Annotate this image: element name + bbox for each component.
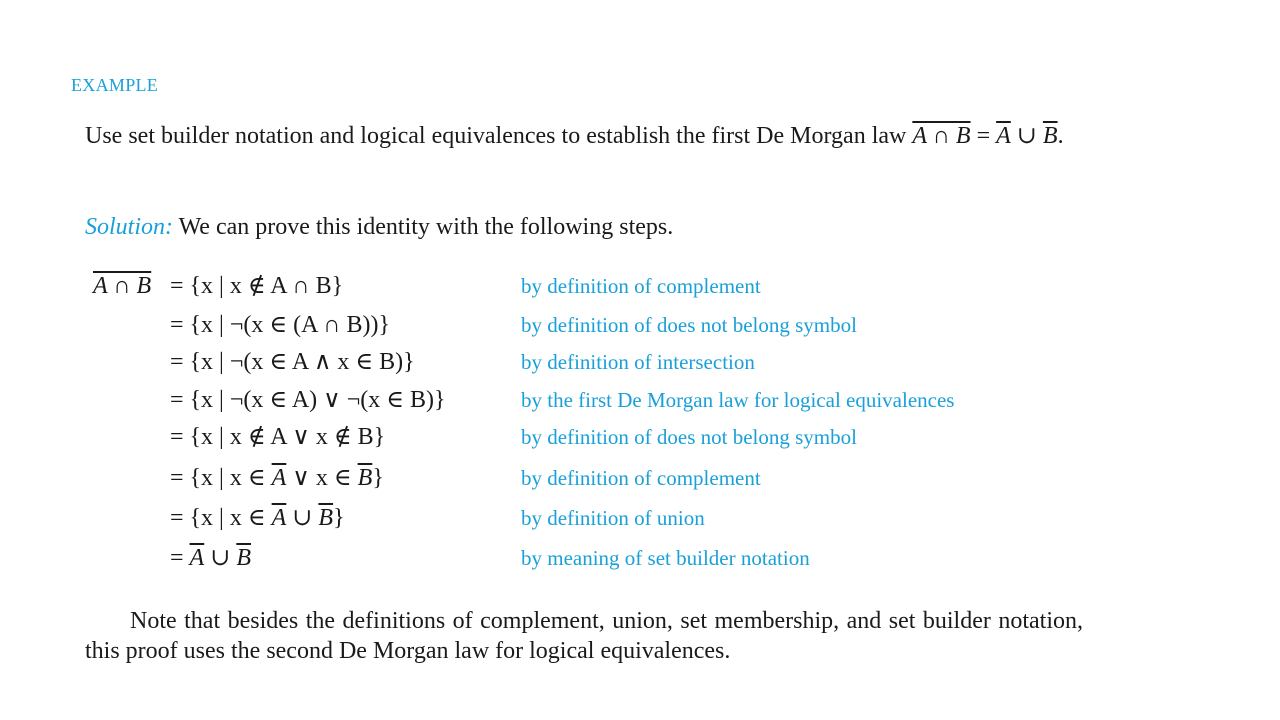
proof-step-reason: by definition of does not belong symbol xyxy=(521,425,857,449)
note-paragraph: Note that besides the definitions of complement, union, set membership, and set builder notation, this proof uses the second De Morgan law for logical equivalences. xyxy=(85,608,1083,664)
proof-step-reason: by meaning of set builder notation xyxy=(521,546,810,570)
proof-step-reason: by definition of intersection xyxy=(521,350,755,374)
step-prefix: = {x | x ∈ xyxy=(170,505,272,531)
proof-step-expr: = {x | x ∉ A ∨ x ∉ B} xyxy=(170,424,386,450)
step-operator: ∨ x ∈ xyxy=(292,465,352,491)
complement-b: $\overline{B}$ xyxy=(318,505,334,531)
step-prefix: = xyxy=(170,545,190,571)
proof-lhs: A ∩ B xyxy=(93,273,152,299)
proof-step-reason: by definition of complement xyxy=(521,466,761,490)
complement-a: $\overline{A}$ xyxy=(271,505,287,531)
example-label: EXAMPLE xyxy=(71,75,159,95)
law-lhs: A ∩ B xyxy=(912,123,971,149)
law-equals: = xyxy=(976,123,991,149)
complement-b: $\overline{B}$ xyxy=(236,545,251,571)
proof-step-expr: = {x | ¬(x ∈ A) ∨ ¬(x ∈ B)} xyxy=(170,387,446,413)
step-prefix: = {x | x ∈ xyxy=(170,465,272,491)
solution-intro xyxy=(85,212,673,242)
proof-step-expr: = {x | ¬(x ∈ (A ∩ B))} xyxy=(170,312,390,338)
complement-a: $\overline{A}$ xyxy=(189,545,205,571)
proof-step-expr xyxy=(170,463,384,493)
complement-a: $\overline{A}$ xyxy=(271,465,287,491)
law-rhs-b: $\overline{B}$ xyxy=(1042,123,1058,149)
step-operator: ∪ xyxy=(292,505,313,531)
law-union: ∪ xyxy=(1016,123,1037,149)
problem-text: Use set builder notation and logical equivalences to establish the first De Morgan law xyxy=(85,123,907,149)
proof-step-reason: by definition of union xyxy=(521,506,705,530)
proof-step-reason: by the first De Morgan law for logical equivalences xyxy=(521,388,955,412)
proof-step-reason: by definition of complement xyxy=(521,274,761,298)
law-period: . xyxy=(1057,123,1064,149)
proof-step-expr xyxy=(170,543,251,573)
proof-step-expr xyxy=(170,503,345,533)
proof-step-expr: = {x | x ∉ A ∩ B} xyxy=(170,273,344,299)
problem-statement xyxy=(85,121,1085,151)
step-operator: ∪ xyxy=(210,545,231,571)
proof-step-expr: = {x | ¬(x ∈ A ∧ x ∈ B)} xyxy=(170,349,415,375)
step-suffix: } xyxy=(372,465,384,491)
step-suffix: } xyxy=(333,505,345,531)
complement-b: $\overline{B}$ xyxy=(357,465,373,491)
proof-step-reason: by definition of does not belong symbol xyxy=(521,313,857,337)
solution-label: Solution: xyxy=(85,214,173,240)
law-rhs-a: $\overline{A}$ xyxy=(996,123,1011,149)
solution-text: We can prove this identity with the following steps. xyxy=(178,214,674,240)
